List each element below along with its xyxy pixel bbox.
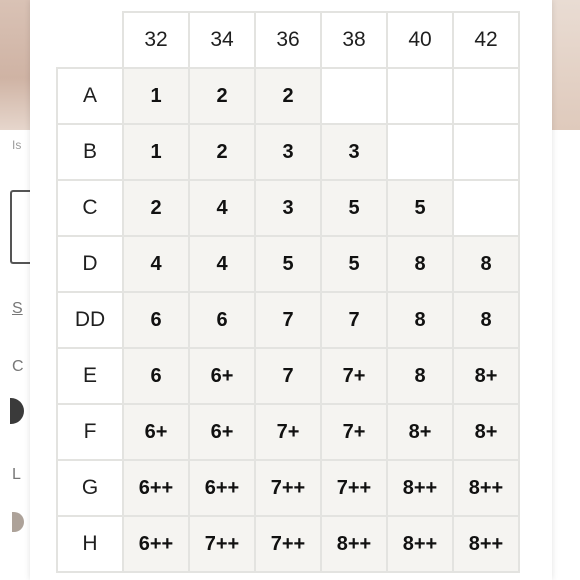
cup-size-label: G (57, 460, 123, 516)
size-cell: 2 (123, 180, 189, 236)
band-header: 34 (189, 12, 255, 68)
background-product-photo-right (550, 0, 580, 130)
background-link-fragment: S (12, 300, 23, 317)
size-cell: 7++ (255, 516, 321, 572)
table-row (57, 348, 519, 404)
size-cell: 7++ (189, 516, 255, 572)
cup-size-label: H (57, 516, 123, 572)
size-cell: 7+ (321, 404, 387, 460)
table-row (57, 460, 519, 516)
size-cell: 7+ (255, 404, 321, 460)
size-cell: 7 (255, 348, 321, 404)
empty-cell (453, 68, 519, 124)
size-cell: 8 (387, 348, 453, 404)
cup-size-label: C (57, 180, 123, 236)
band-header: 40 (387, 12, 453, 68)
empty-cell (387, 68, 453, 124)
size-cell: 1 (123, 68, 189, 124)
size-cell: 3 (255, 180, 321, 236)
size-cell: 8 (453, 292, 519, 348)
size-cell: 8 (387, 236, 453, 292)
size-cell: 7+ (321, 348, 387, 404)
band-header: 32 (123, 12, 189, 68)
cup-size-label: D (57, 236, 123, 292)
size-cell: 6 (189, 292, 255, 348)
band-header: 42 (453, 12, 519, 68)
table-row (57, 516, 519, 572)
size-cell: 6 (123, 348, 189, 404)
size-cell: 6++ (189, 460, 255, 516)
size-cell: 8+ (387, 404, 453, 460)
corner-cell (57, 12, 123, 68)
size-cell: 4 (189, 180, 255, 236)
size-cell: 8++ (453, 460, 519, 516)
empty-cell (321, 68, 387, 124)
size-cell: 7 (321, 292, 387, 348)
cup-size-label: DD (57, 292, 123, 348)
size-cell: 7++ (321, 460, 387, 516)
size-cell: 4 (123, 236, 189, 292)
size-cell: 3 (255, 124, 321, 180)
table-row (57, 404, 519, 460)
size-cell: 5 (387, 180, 453, 236)
size-cell: 5 (321, 236, 387, 292)
empty-cell (453, 180, 519, 236)
size-cell: 6++ (123, 516, 189, 572)
size-cell: 8 (453, 236, 519, 292)
size-cell: 6 (123, 292, 189, 348)
size-cell: 6+ (189, 404, 255, 460)
size-cell: 3 (321, 124, 387, 180)
table-row (57, 124, 519, 180)
size-cell: 7 (255, 292, 321, 348)
size-cell: 6+ (189, 348, 255, 404)
size-cell: 1 (123, 124, 189, 180)
band-header-row (57, 12, 519, 68)
empty-cell (453, 124, 519, 180)
cup-size-label: E (57, 348, 123, 404)
background-label-fragment: C (12, 358, 24, 375)
table-row (57, 236, 519, 292)
size-cell: 4 (189, 236, 255, 292)
table-row (57, 68, 519, 124)
size-cell: 5 (255, 236, 321, 292)
size-cell: 2 (189, 124, 255, 180)
band-header: 36 (255, 12, 321, 68)
size-cell: 8++ (321, 516, 387, 572)
size-cell: 2 (189, 68, 255, 124)
empty-cell (387, 124, 453, 180)
cup-size-label: A (57, 68, 123, 124)
band-header: 38 (321, 12, 387, 68)
size-cell: 8++ (453, 516, 519, 572)
cup-size-label: F (57, 404, 123, 460)
cup-size-label: B (57, 124, 123, 180)
size-cell: 8+ (453, 348, 519, 404)
size-cell: 2 (255, 68, 321, 124)
background-product-photo-left (0, 0, 30, 130)
size-chart-table (56, 11, 520, 573)
background-label-fragment: L (12, 466, 21, 483)
size-cell: 5 (321, 180, 387, 236)
table-row (57, 180, 519, 236)
table-row (57, 292, 519, 348)
size-chart-modal (30, 0, 552, 580)
size-cell: 8+ (453, 404, 519, 460)
size-cell: 6+ (123, 404, 189, 460)
size-cell: 6++ (123, 460, 189, 516)
background-text-fragment: Is (12, 138, 22, 152)
size-cell: 8++ (387, 516, 453, 572)
size-cell: 7++ (255, 460, 321, 516)
size-cell: 8++ (387, 460, 453, 516)
size-cell: 8 (387, 292, 453, 348)
